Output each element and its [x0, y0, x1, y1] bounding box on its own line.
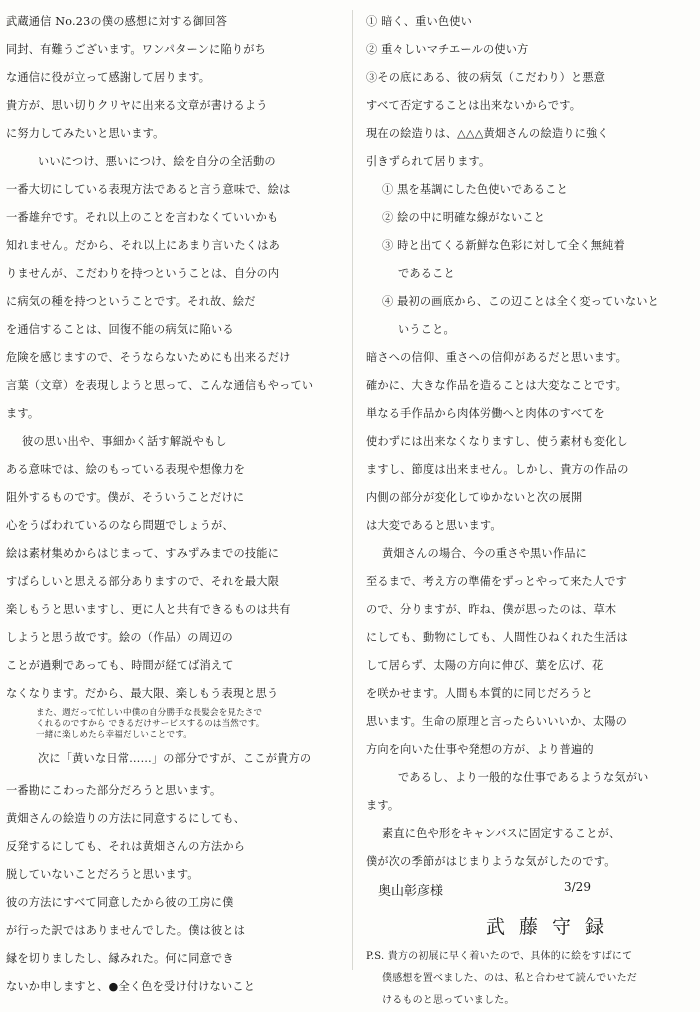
letter-line: ので、分りますが、昨ね、僕が思ったのは、草木 — [366, 603, 617, 616]
letter-line: しようと思う故です。絵の（作品）の周辺の — [6, 631, 233, 644]
postscript-line: けるものと思っていました。 — [382, 995, 515, 1006]
letter-line: ④ 最初の画底から、この辺ことは全く変っていないと — [382, 295, 660, 308]
letter-line: ますし、節度は出来ません。しかし、貴方の作品の — [366, 463, 629, 476]
letter-line: ます。 — [366, 799, 400, 812]
letter-line: 次に「黄いな日常……」の部分ですが、ここが貴方の — [38, 752, 312, 765]
letter-line: 思います。生命の原理と言ったらいいいか、太陽の — [366, 715, 628, 728]
letter-note-line: くれるのですから できるだけサービスするのは当然です。 — [36, 719, 265, 729]
letter-left-column — [6, 8, 328, 993]
letter-line: ③その底にある、彼の病気（こだわり）と悪意 — [366, 71, 606, 84]
letter-line: 貴方が、思い切りクリヤに出来る文章が書けるよう — [6, 99, 268, 112]
letter-line: 素直に色や形をキャンバスに固定することが、 — [382, 827, 621, 840]
letter-note-line: また、週だって忙しい中僕の自分勝手な長髪会を見たさで — [36, 708, 263, 718]
letter-line: 知れません。だから、それ以上にあまり言いたくはあ — [6, 239, 280, 252]
letter-line: 武蔵通信 No.23の僕の感想に対する御回答 — [6, 15, 228, 28]
letter-line: ことが過剰であっても、時間が経てば消えて — [6, 659, 234, 672]
postscript-line: 僕感想を置べました、のは、私と合わせて読んでいただ — [382, 973, 637, 984]
letter-line: にしても、動物にしても、人間性ひねくれた生活は — [366, 631, 628, 644]
letter-line: な通信に役が立って感謝して居ります。 — [6, 71, 211, 84]
column-divider — [352, 10, 353, 970]
letter-line: に努力してみたいと思います。 — [6, 127, 165, 140]
letter-line: 単なる手作品から肉体労働へと肉体のすべてを — [366, 407, 605, 420]
letter-line: 彼の方法にすべて同意したから彼の工房に僕 — [6, 896, 234, 909]
letter-line: ① 暗く、重い色使い — [366, 15, 473, 28]
addressee: 奥山彰彦様 — [378, 884, 444, 899]
letter-line: 内側の部分が変化してゆかないと次の展開 — [366, 491, 583, 504]
letter-line: 縁を切りましたし、縁みれた。何に同意でき — [6, 952, 234, 965]
letter-line: を咲かせます。人間も本質的に同じだろうと — [366, 687, 593, 700]
letter-line: 彼の思い出や、事細かく話す解説やもし — [22, 435, 227, 448]
letter-line: ないか申しますと、●全く色を受け付けないこと — [6, 980, 256, 993]
letter-line: 一番勘にこわった部分だろうと思います。 — [6, 784, 222, 797]
letter-line: に病気の種を持つということです。それ故、絵だ — [6, 295, 256, 308]
postscript-line: P.S. 貴方の初展に早く着いたので、具体的に絵をすばにて — [366, 951, 633, 962]
letter-note-line: 一緒に楽しめたら幸福だしいことです。 — [36, 730, 192, 740]
letter-line: 言葉（文章）を表現しようと思って、こんな通信もやってい — [6, 379, 314, 392]
letter-line: 僕が次の季節がはじまりような気がしたのです。 — [366, 855, 616, 868]
letter-line: すばらしいと思える部分ありますので、それを最大限 — [6, 575, 280, 588]
letter-line: 暗さへの信仰、重さへの信仰があるだと思います。 — [366, 351, 628, 364]
letter-date: 3/29 — [564, 880, 591, 894]
letter-line: 現在の絵造りは、△△△黄畑さんの絵造りに強く — [366, 127, 609, 140]
letter-line: 一番大切にしている表現方法であると言う意味で、絵は — [6, 183, 291, 196]
letter-right-column — [366, 8, 694, 1006]
letter-line: が行った訳ではありませんでした。僕は彼とは — [6, 924, 246, 937]
letter-line: 楽しもうと思いますし、更に人と共有できるものは共有 — [6, 603, 291, 616]
letter-line: 引きずられて居ります。 — [366, 155, 491, 168]
letter-line: すべて否定することは出来ないからです。 — [366, 99, 582, 112]
letter-line: ③ 時と出てくる新鮮な色彩に対して全く無純着 — [382, 239, 625, 252]
letter-line: して居らず、太陽の方向に伸び、葉を広げ、花 — [366, 659, 604, 672]
letter-line: ① 黒を基調にした色使いであること — [382, 183, 568, 196]
letter-line: 絵は素材集めからはじまって、すみずみまでの技能に — [6, 547, 280, 560]
letter-line: であるし、より一般的な仕事であるような気がい — [398, 771, 649, 784]
letter-line: 一番雄弁です。それ以上のことを言わなくていいかも — [6, 211, 279, 224]
letter-line: 危険を感じますので、そうならないためにも出来るだけ — [6, 351, 291, 364]
letter-line: 心をうばわれているのなら問題でしょうが、 — [6, 519, 234, 532]
letter-line: 黄畑さんの絵造りの方法に同意するにしても、 — [6, 812, 246, 825]
letter-line: 黄畑さんの場合、今の重さや黒い作品に — [382, 547, 587, 560]
letter-line: 阻外するものです。僕が、そういうことだけに — [6, 491, 245, 504]
letter-line: ます。 — [6, 407, 40, 420]
letter-line: 反発するにしても、それは黄畑さんの方法から — [6, 840, 246, 853]
letter-line: 脱していないことだろうと思います。 — [6, 868, 199, 881]
letter-line: りませんが、こだわりを持つということは、自分の内 — [6, 267, 280, 280]
postscript — [366, 946, 694, 1012]
letter-line: ② 重々しいマチエールの使い方 — [366, 43, 529, 56]
letter-line: 至るまで、考え方の準備をずっとやって来た人です — [366, 575, 628, 588]
letter-line: 使わずには出来なくなりますし、使う素材も変化し — [366, 435, 628, 448]
letter-line: いいにつけ、悪いにつけ、絵を自分の全活動の — [38, 155, 276, 168]
letter-line: ある意味では、絵のもっている表現や想像力を — [6, 463, 246, 476]
letter-line: いうこと。 — [398, 323, 455, 336]
letter-line: 確かに、大きな作品を造ることは大変なことです。 — [366, 379, 628, 392]
letter-line: ② 絵の中に明確な線がないこと — [382, 211, 546, 224]
signature-block — [366, 876, 694, 946]
letter-line: であること — [398, 267, 455, 280]
signature: 武藤守録 — [486, 916, 619, 938]
letter-line: 方向を向いた仕事や発想の方が、より普遍的 — [366, 743, 594, 756]
letter-line: を通信することは、回復不能の病気に陥いる — [6, 323, 234, 336]
letter-line: 同封、有難うございます。ワンパターンに陥りがち — [6, 43, 267, 56]
letter-line: は大変であると思います。 — [366, 519, 502, 532]
letter-line: なくなります。だから、最大限、楽しもう表現と思う — [6, 687, 279, 700]
